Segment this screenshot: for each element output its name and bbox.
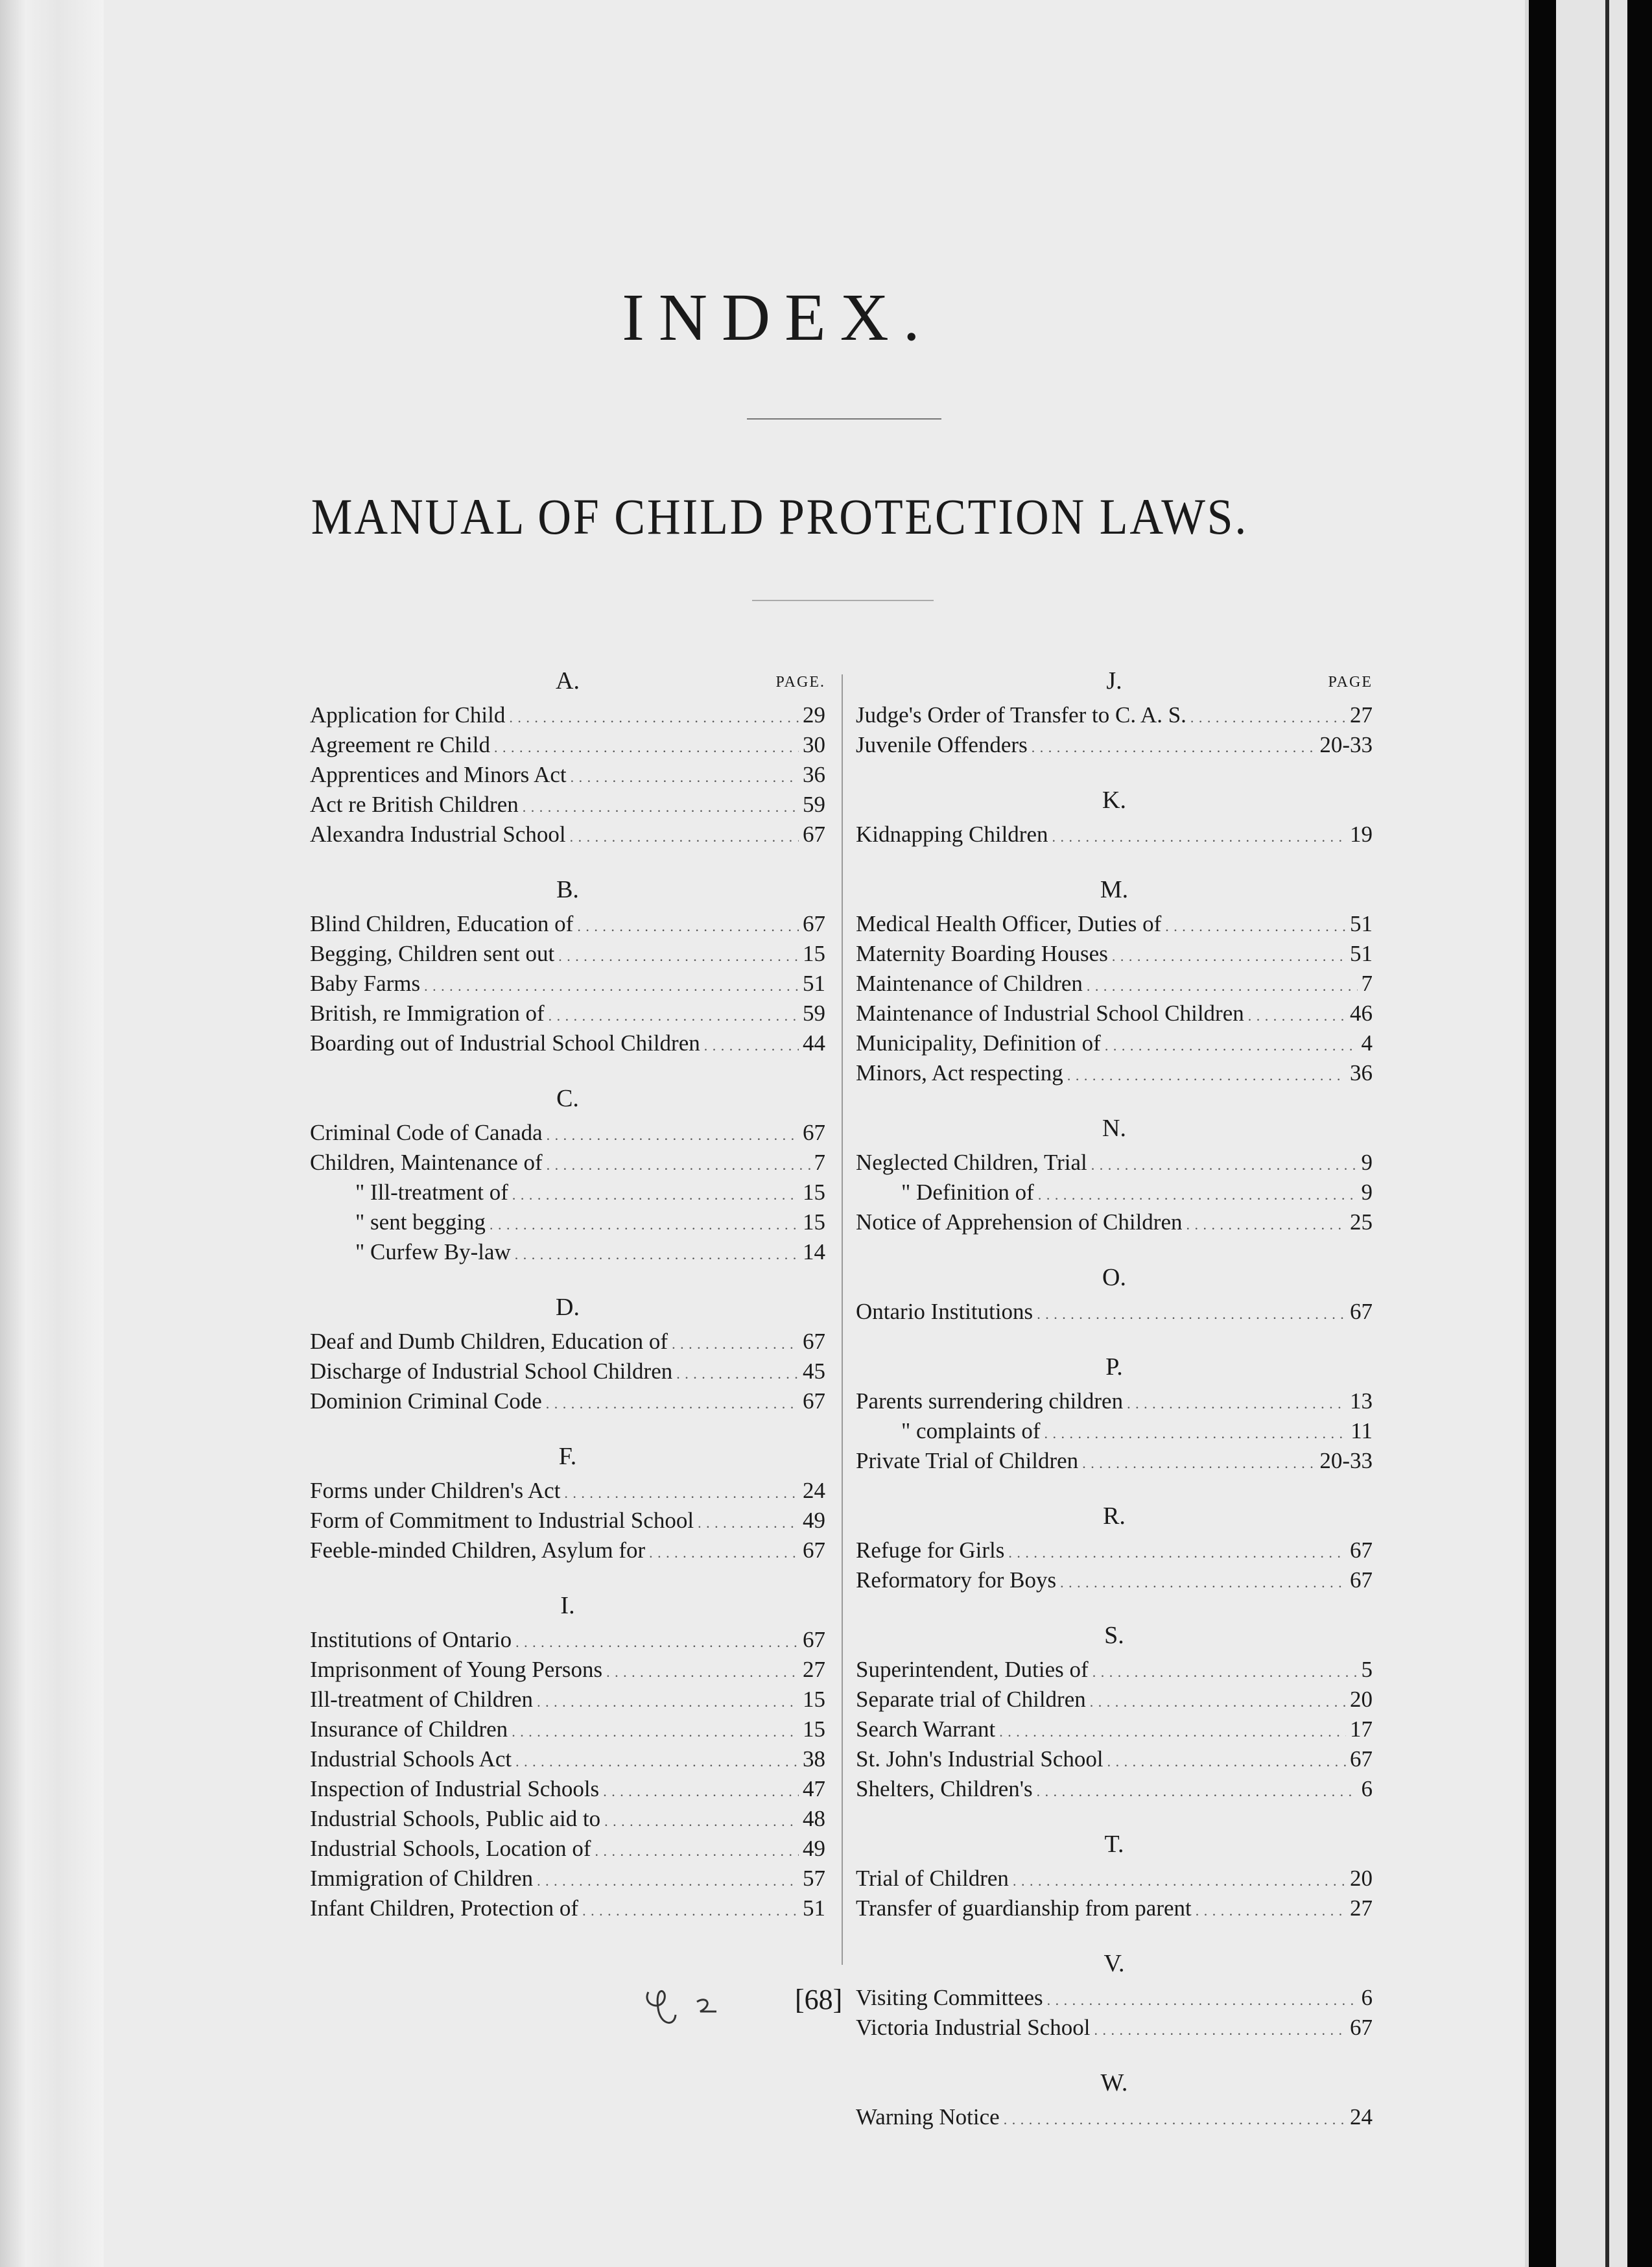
leader-dots [549,999,799,1031]
entry-text: Insurance of Children [310,1716,508,1742]
index-entry [310,1148,825,1178]
leader-dots [1008,1536,1346,1568]
entry-page: 14 [803,1239,825,1264]
index-entry [856,1207,1373,1237]
index-entry [856,909,1373,939]
leader-dots [1082,1446,1316,1478]
entry-page: 20 [1350,1866,1373,1891]
section-letter-text: P. [1105,1353,1123,1381]
section-letter-text: C. [556,1085,579,1112]
index-entry [310,909,825,939]
leader-dots [1112,939,1346,971]
section-letter-text: B. [556,876,579,903]
entry-text: Visiting Committees [856,1985,1043,2010]
entry-page: 47 [803,1776,825,1801]
entry-text: Children, Maintenance of [310,1150,543,1175]
index-entry [856,820,1373,849]
entry-text: " Ill-treatment of [355,1180,508,1205]
leader-dots [1037,1774,1358,1807]
index-entry [856,1864,1373,1893]
index-entry [856,1297,1373,1327]
index-entry [310,790,825,820]
section-letter-text: D. [556,1294,580,1321]
entry-text: Neglected Children, Trial [856,1150,1087,1175]
entry-page: 24 [1350,2104,1373,2130]
entry-page: 67 [1350,1746,1373,1772]
leader-dots [509,700,799,733]
index-entry [856,700,1373,730]
entry-text: " complaints of [901,1418,1041,1443]
entry-page: 25 [1350,1209,1373,1235]
entry-page: 15 [803,1180,825,1205]
leader-dots [1060,1565,1346,1598]
entry-page: 15 [803,941,825,966]
section-letter-text: N. [1102,1115,1126,1142]
index-entry [310,1864,825,1893]
section-letter-text: V. [1103,1950,1125,1977]
leader-dots [512,1178,799,1210]
entry-text: Blind Children, Education of [310,911,574,936]
index-entry [310,1506,825,1536]
leader-dots [515,1744,799,1777]
section-letter-text: M. [1100,876,1129,903]
index-entry [310,1655,825,1685]
entry-text: Ontario Institutions [856,1299,1033,1324]
entry-page: 51 [803,971,825,996]
leader-dots [558,939,799,971]
entry-text: Feeble-minded Children, Asylum for [310,1537,646,1563]
entry-page: 67 [803,1329,825,1354]
entry-page: 11 [1351,1418,1373,1443]
entry-text: Begging, Children sent out [310,941,555,966]
entry-text: Refuge for Girls [856,1537,1005,1563]
entry-text: Imprisonment of Young Persons [310,1657,603,1682]
entry-text: " Curfew By-law [355,1239,511,1264]
leader-dots [606,1655,799,1687]
index-entry [856,1744,1373,1774]
entry-text: Industrial Schools, Location of [310,1836,591,1861]
entry-text: Victoria Industrial School [856,2015,1091,2040]
leader-dots [1094,2013,1346,2045]
index-entry [310,1625,825,1655]
section-letter [856,1497,1373,1536]
subtitle-rule [752,600,934,601]
entry-page: 67 [1350,1299,1373,1324]
index-entry [310,1744,825,1774]
entry-text: Trial of Children [856,1866,1009,1891]
index-entry [310,1207,825,1237]
section-letter [856,1944,1373,1983]
leader-dots [571,760,799,792]
entry-page: 9 [1361,1150,1373,1175]
index-entry [856,2102,1373,2132]
section-letter [856,1347,1373,1386]
title-rule [747,418,941,420]
section-letter [856,870,1373,909]
entry-text: Medical Health Officer, Duties of [856,911,1162,936]
section-letter-text: T. [1104,1831,1124,1858]
section-letter-text: A. [556,667,580,694]
entry-page: 7 [814,1150,825,1175]
section-letter [310,1288,825,1327]
index-entry [856,1565,1373,1595]
entry-text: Industrial Schools Act [310,1746,512,1772]
entry-text: Alexandra Industrial School [310,822,566,847]
page-number: [68] [795,1984,843,2015]
entry-text: Judge's Order of Transfer to C. A. S. [856,702,1186,728]
index-entry [856,1983,1373,2013]
entry-text: " Definition of [901,1180,1034,1205]
entry-page: 67 [803,911,825,936]
leader-dots [1067,1058,1346,1091]
section-letter [310,1437,825,1476]
entry-page: 15 [803,1716,825,1742]
index-entry [856,2013,1373,2043]
entry-page: 45 [803,1359,825,1384]
entry-text: Forms under Children's Act [310,1478,561,1503]
leader-dots [595,1834,799,1866]
index-entry [856,1536,1373,1565]
leader-dots [512,1715,799,1747]
section-gap [856,1476,1373,1497]
adjacent-page-rule [1605,0,1609,2267]
section-letter [856,1258,1373,1297]
section-letter [310,1079,825,1118]
index-column-right [856,661,1373,2132]
entry-text: Application for Child [310,702,506,728]
entry-text: Separate trial of Children [856,1687,1086,1712]
entry-text: Minors, Act respecting [856,1060,1063,1086]
section-gap [310,1416,825,1437]
section-letter [856,1109,1373,1148]
leader-dots [490,1207,799,1240]
leader-dots [1038,1178,1358,1210]
leader-dots [1052,820,1347,852]
entry-page: 15 [803,1209,825,1235]
section-letter-text: O. [1102,1264,1126,1291]
entry-text: Industrial Schools, Public aid to [310,1806,601,1831]
section-gap [856,2043,1373,2063]
leader-dots [537,1864,799,1896]
entry-text: Dominion Criminal Code [310,1388,542,1414]
entry-text: Ill-treatment of Children [310,1687,534,1712]
index-entry [310,1178,825,1207]
index-entry [310,1476,825,1506]
entry-text: Agreement re Child [310,732,490,757]
index-entry [310,1685,825,1715]
section-letter [310,1586,825,1625]
entry-text: Reformatory for Boys [856,1567,1057,1593]
leader-dots [577,909,799,942]
leader-dots [1004,2102,1346,2135]
entry-page: 67 [803,1627,825,1652]
index-entry [310,1327,825,1357]
entry-page: 59 [803,792,825,817]
leader-dots [676,1357,799,1389]
index-title: INDEX. [622,280,934,355]
leader-dots [1248,999,1346,1031]
leader-dots [515,1237,799,1270]
leader-dots [999,1715,1346,1747]
entry-text: Deaf and Dumb Children, Education of [310,1329,668,1354]
section-letter [310,661,825,700]
leader-dots [1196,1893,1346,1926]
leader-dots [570,820,799,852]
entry-page: 27 [803,1657,825,1682]
entry-page: 51 [1350,911,1373,936]
leader-dots [1032,730,1316,763]
entry-page: 51 [1350,941,1373,966]
leader-dots [547,1148,810,1180]
leader-dots [1107,1744,1346,1777]
leader-dots [537,1685,799,1717]
entry-page: 30 [803,732,825,757]
leader-dots [1044,1416,1347,1449]
index-column-left [310,661,825,1923]
entry-page: 29 [803,702,825,728]
index-entry [856,1178,1373,1207]
entry-page: 20-33 [1319,732,1373,757]
entry-page: 27 [1350,1895,1373,1921]
section-gap [856,1088,1373,1109]
index-entry [310,700,825,730]
section-letter [310,870,825,909]
entry-page: 44 [803,1030,825,1056]
entry-page: 5 [1361,1657,1373,1682]
index-entry [856,939,1373,969]
leader-dots [1092,1655,1358,1687]
entry-text: Act re British Children [310,792,519,817]
entry-text: " sent begging [355,1209,486,1235]
entry-page: 49 [803,1836,825,1861]
index-entry [310,939,825,969]
entry-text: Institutions of Ontario [310,1627,512,1652]
section-letter-text: J. [1106,667,1122,694]
section-gap [856,1327,1373,1347]
handwritten-mark [635,1979,759,2031]
entry-text: British, re Immigration of [310,1001,545,1026]
column-divider [842,674,843,1965]
entry-text: Maintenance of Children [856,971,1083,996]
entry-text: St. John's Industrial School [856,1746,1103,1772]
entry-text: Maintenance of Industrial School Children [856,1001,1244,1026]
index-entry [856,1685,1373,1715]
adjacent-page-strip [1529,0,1652,2267]
entry-page: 13 [1350,1388,1373,1414]
index-entry [310,1028,825,1058]
entry-text: Inspection of Industrial Schools [310,1776,600,1801]
entry-text: Warning Notice [856,2104,1000,2130]
leader-dots [1091,1148,1358,1180]
leader-dots [672,1327,799,1359]
entry-page: 57 [803,1866,825,1891]
entry-page: 9 [1361,1180,1373,1205]
leader-dots [704,1028,799,1061]
index-entry [856,1893,1373,1923]
leader-dots [494,730,799,763]
entry-page: 20 [1350,1687,1373,1712]
index-entry [310,820,825,849]
entry-text: Form of Commitment to Industrial School [310,1508,694,1533]
section-gap [310,1058,825,1079]
entry-text: Juvenile Offenders [856,732,1028,757]
index-entry [856,969,1373,999]
section-letter [856,1616,1373,1655]
adjacent-page-edge [1556,0,1627,2267]
index-entry [310,1834,825,1864]
entry-page: 48 [803,1806,825,1831]
entry-text: Infant Children, Protection of [310,1895,579,1921]
entry-text: Parents surrendering children [856,1388,1124,1414]
leader-dots [1186,1207,1346,1240]
leader-dots [603,1774,799,1807]
entry-page: 6 [1361,1776,1373,1801]
leader-dots [1190,700,1346,733]
entry-page: 19 [1350,822,1373,847]
entry-page: 46 [1350,1001,1373,1026]
entry-page: 36 [1350,1060,1373,1086]
leader-dots [1037,1297,1346,1329]
entry-text: Apprentices and Minors Act [310,762,567,787]
entry-text: Municipality, Definition of [856,1030,1101,1056]
page-column-label: PAGE. [775,674,825,691]
index-entry [856,1028,1373,1058]
index-entry [856,1446,1373,1476]
entry-text: Maternity Boarding Houses [856,941,1108,966]
section-letter [856,661,1373,700]
entry-page: 4 [1361,1030,1373,1056]
entry-page: 67 [1350,1537,1373,1563]
section-gap [856,1237,1373,1258]
index-entry [856,1655,1373,1685]
section-gap [310,849,825,870]
leader-dots [1047,1983,1358,2015]
leader-dots [698,1506,799,1538]
section-letter-text: W. [1100,2069,1128,2096]
entry-page: 67 [803,1120,825,1145]
section-letter [856,1825,1373,1864]
leader-dots [649,1536,799,1568]
index-entry [310,999,825,1028]
section-gap [856,1804,1373,1825]
section-gap [856,849,1373,870]
leader-dots [546,1386,799,1419]
entry-text: Transfer of guardianship from parent [856,1895,1192,1921]
index-entry [856,1715,1373,1744]
section-letter [856,2063,1373,2102]
section-gap [856,1923,1373,1944]
index-entry [310,1386,825,1416]
section-gap [856,1595,1373,1616]
index-entry [856,1148,1373,1178]
index-entry [310,969,825,999]
section-letter-text: K. [1102,787,1126,814]
leader-dots [1090,1685,1346,1717]
entry-page: 59 [803,1001,825,1026]
entry-text: Criminal Code of Canada [310,1120,543,1145]
entry-page: 27 [1350,702,1373,728]
section-gap [310,1267,825,1288]
entry-page: 67 [803,1388,825,1414]
index-entry [310,1774,825,1804]
entry-page: 20-33 [1319,1448,1373,1473]
index-entry [856,1774,1373,1804]
leader-dots [1087,969,1358,1001]
index-entry [310,730,825,760]
entry-text: Notice of Apprehension of Children [856,1209,1183,1235]
entry-page: 36 [803,762,825,787]
leader-dots [582,1893,799,1926]
index-entry [310,1804,825,1834]
leader-dots [515,1625,799,1657]
leader-dots [1127,1386,1346,1419]
leader-dots [424,969,799,1001]
entry-text: Boarding out of Industrial School Children [310,1030,700,1056]
leader-dots [547,1118,799,1150]
section-letter-text: I. [560,1592,575,1619]
section-gap [856,760,1373,781]
entry-page: 51 [803,1895,825,1921]
entry-text: Search Warrant [856,1716,996,1742]
leader-dots [564,1476,799,1508]
entry-text: Discharge of Industrial School Children [310,1359,673,1384]
section-letter-text: S. [1104,1622,1124,1649]
index-entry [310,1357,825,1386]
index-entry [310,1237,825,1267]
entry-page: 38 [803,1746,825,1772]
index-entry [310,1715,825,1744]
leader-dots [1013,1864,1346,1896]
section-gap [310,1565,825,1586]
entry-text: Immigration of Children [310,1866,534,1891]
entry-page: 17 [1350,1716,1373,1742]
entry-text: Superintendent, Duties of [856,1657,1089,1682]
index-entry [856,1058,1373,1088]
section-letter [856,781,1373,820]
entry-text: Private Trial of Children [856,1448,1079,1473]
entry-page: 67 [1350,2015,1373,2040]
index-entry [856,1386,1373,1416]
leader-dots [1105,1028,1358,1061]
entry-text: Kidnapping Children [856,822,1048,847]
entry-page: 6 [1361,1985,1373,2010]
entry-page: 67 [1350,1567,1373,1593]
section-letter-text: R. [1103,1502,1126,1530]
index-entry [310,760,825,790]
index-entry [310,1893,825,1923]
index-entry [856,730,1373,760]
section-letter-text: F. [558,1443,577,1470]
entry-text: Baby Farms [310,971,421,996]
leader-dots [1165,909,1346,942]
leader-dots [523,790,799,822]
entry-page: 49 [803,1508,825,1533]
manual-title: MANUAL OF CHILD PROTECTION LAWS. [311,488,1249,545]
index-entry [310,1536,825,1565]
entry-page: 24 [803,1478,825,1503]
index-entry [310,1118,825,1148]
index-entry [856,1416,1373,1446]
entry-page: 15 [803,1687,825,1712]
entry-page: 67 [803,822,825,847]
entry-page: 7 [1361,971,1373,996]
entry-page: 67 [803,1537,825,1563]
page-column-label: PAGE [1328,674,1373,691]
leader-dots [604,1804,799,1836]
entry-text: Shelters, Children's [856,1776,1033,1801]
index-entry [856,999,1373,1028]
